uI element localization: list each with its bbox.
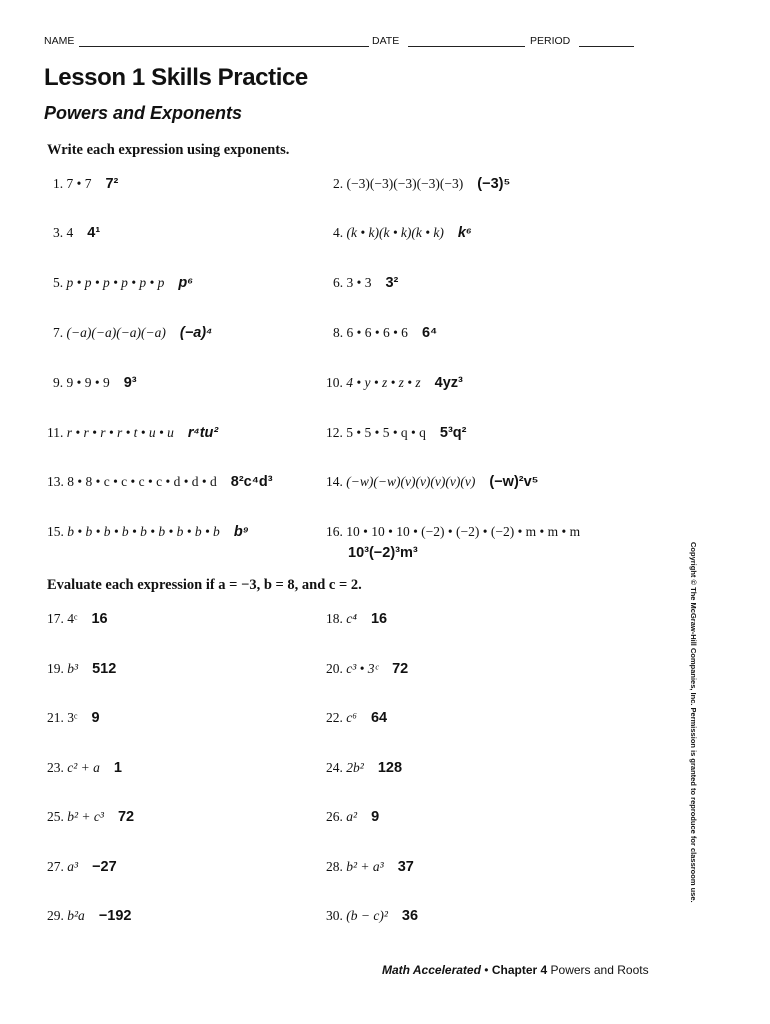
footer-topic: Powers and Roots: [550, 963, 649, 977]
answer: 8²c⁴d³: [230, 474, 273, 490]
answer: 512: [92, 661, 117, 677]
answer: 72: [392, 661, 409, 677]
exercise-item: 24. 2b² 128: [326, 760, 403, 776]
answer: (−a)⁴: [179, 325, 213, 341]
exercise-item: 7. (−a)(−a)(−a)(−a) (−a)⁴: [53, 325, 213, 341]
answer: 64: [370, 710, 388, 726]
answer: 7²: [105, 176, 119, 192]
answer: 3²: [385, 275, 399, 291]
name-label: NAME: [44, 35, 75, 47]
answer: p⁶: [178, 275, 194, 291]
answer: b⁹: [233, 524, 249, 540]
page-title: Lesson 1 Skills Practice: [44, 64, 308, 91]
exercise-item: 14. (−w)(−w)(v)(v)(v)(v)(v) (−w)²v⁵: [326, 474, 539, 490]
footer-book-title: Math Accelerated: [382, 963, 481, 977]
exercise-item: 27. a³ −27: [47, 859, 117, 875]
exercise-item: 5. p • p • p • p • p • p p⁶: [53, 275, 194, 291]
answer: 9³: [123, 375, 137, 391]
answer: r⁴tu²: [187, 425, 219, 441]
answer: 72: [117, 809, 135, 825]
answer: (−w)²v⁵: [489, 474, 539, 490]
section1-instruction: Write each expression using exponents.: [47, 142, 290, 158]
exercise-item: 25. b² + c³ 72: [47, 809, 135, 825]
answer: 36: [401, 908, 419, 924]
exercise-item: 12. 5 • 5 • 5 • q • q 5³q²: [326, 425, 467, 441]
period-label: PERIOD: [530, 35, 571, 47]
exercise-item: 21. 3ᶜ 9: [47, 710, 100, 726]
answer: 4yz³: [434, 375, 463, 391]
exercise-item: 20. c³ • 3ᶜ 72: [326, 661, 409, 677]
answer: 6⁴: [421, 325, 438, 341]
exercise-item: 13. 8 • 8 • c • c • c • c • d • d • d 8²c⁴d³: [47, 474, 273, 490]
exercise-item: 15. b • b • b • b • b • b • b • b • b b⁹: [47, 524, 249, 540]
exercise-item: 19. b³ 512: [47, 661, 117, 677]
exercise-item: 17. 4ᶜ 16: [47, 611, 108, 627]
answer: 37: [397, 859, 414, 875]
page-subtitle: Powers and Exponents: [44, 103, 243, 123]
exercise-item: 8. 6 • 6 • 6 • 6 6⁴: [333, 325, 438, 341]
exercise-item: 30. (b − c)² 36: [326, 908, 419, 924]
copyright-notice: Copyright © The McGraw-Hill Companies, Inc. Permission is granted to reproduce for classroom use.: [689, 542, 698, 903]
answer: 1: [113, 760, 122, 776]
section2-instruction: Evaluate each expression if a = −3, b = 8, and c = 2.: [47, 577, 362, 593]
answer: 9: [91, 710, 100, 726]
answer: k⁶: [457, 225, 472, 241]
footer-chapter: Chapter 4: [491, 963, 548, 977]
name-blank: [79, 46, 369, 47]
answer: 16: [91, 611, 108, 627]
footer-bullet: •: [484, 963, 489, 977]
exercise-item: 23. c² + a 1: [47, 760, 122, 776]
date-blank: [408, 46, 525, 47]
exercise-item: 26. a² 9: [326, 809, 380, 825]
exercise-item: 22. c⁶ 64: [326, 710, 388, 726]
page-footer: [382, 963, 649, 977]
answer: 4¹: [87, 225, 101, 241]
exercise-item: 18. c⁴ 16: [326, 611, 388, 627]
date-label: DATE: [372, 35, 400, 47]
answer: 16: [370, 611, 388, 627]
answer: 128: [377, 760, 403, 776]
exercise-item: 29. b²a −192: [47, 908, 132, 924]
answer: −192: [98, 908, 132, 924]
answer: 10³(−2)³m³: [348, 545, 418, 561]
answer: −27: [92, 859, 117, 875]
exercise-item: 1. 7 • 7 7²: [53, 176, 119, 192]
exercise-item: 11. r • r • r • r • t • u • u r⁴tu²: [47, 425, 219, 441]
exercise-item: 28. b² + a³ 37: [326, 859, 414, 875]
period-blank: [579, 46, 634, 47]
exercise-item: 6. 3 • 3 3²: [333, 275, 399, 291]
exercise-item: 3. 4 4¹: [53, 225, 101, 241]
exercise-item: 4. (k • k)(k • k)(k • k) k⁶: [333, 225, 472, 241]
answer: 9: [371, 809, 380, 825]
answer: 5³q²: [439, 425, 467, 441]
answer: (−3)⁵: [477, 176, 511, 192]
exercise-item: 9. 9 • 9 • 9 9³: [53, 375, 137, 391]
exercise-item: 10. 4 • y • z • z • z 4yz³: [326, 375, 463, 391]
exercise-item: 2. (−3)(−3)(−3)(−3)(−3) (−3)⁵: [333, 176, 511, 192]
exercise-item: 16. 10 • 10 • 10 • (−2) • (−2) • (−2) • m • m • m: [326, 524, 581, 539]
